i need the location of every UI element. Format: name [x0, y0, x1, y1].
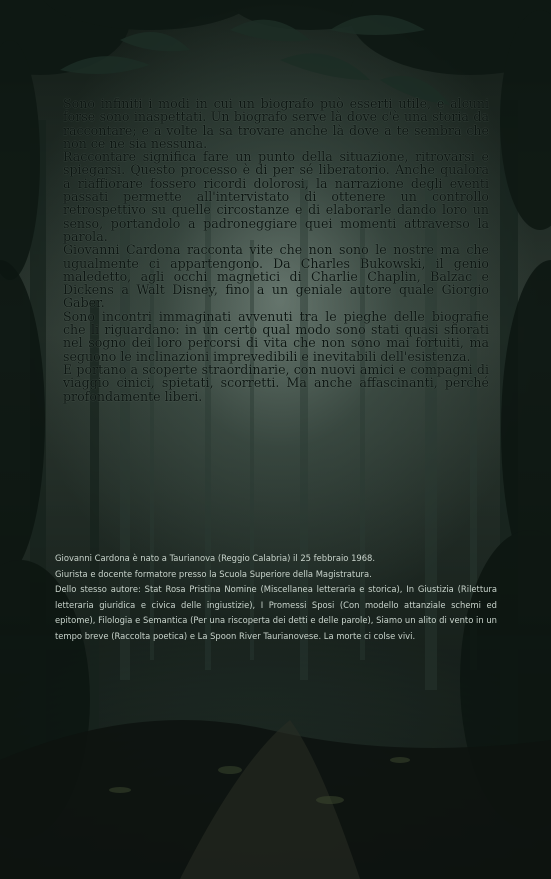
blurb-paragraph: E portano a scoperte straordinarie, con nuovi amici e compagni di viaggio cinici, spietati, scorretti. Ma anche affascinanti, perché profondamente liberi. — [63, 361, 489, 404]
author-other-works: Dello stesso autore: Stat Rosa Pristina Nomine (Miscellanea letteraria e storica), In Giustizia (Rilettura letteraria giuridica e civica delle ingiustizie), I Promessi Sposi (Con modello attanziale schemi ed epitome), Filologia e Semantica (Per una riscoperta dei detti e delle parole), Siamo un alito di vento in un tempo breve (Raccolta poetica) e La Spoon River Taurianovese. La morte ci colse vivi. — [55, 584, 497, 641]
blurb-paragraph: Giovanni Cardona racconta vite che non sono le nostre ma che ugualmente ci appartengono. Da Charles Bukowski, il genio maledetto, agli occhi magnetici di Charlie Chaplin, Balzac e Dickens a Walt Disney, fino a un geniale autore quale Giorgio Gaber. — [63, 242, 489, 311]
back-cover-blurb — [63, 97, 489, 403]
author-bio — [55, 551, 497, 645]
blurb-paragraph: Sono incontri immaginati avvenuti tra le pieghe delle biografie che li riguardano: in un certo qual modo sono stati quasi sfiorati nel sogno dei loro percorsi di vita che non sono mai fortuiti, ma seguono le inclinazioni imprevedibili e inevitabili dell'esistenza. — [63, 308, 489, 364]
blurb-paragraph: Sono infiniti i modi in cui un biografo può esserti utile, e alcuni forse sono inaspettati. Un biografo serve là dove c'è una storia da raccontare; e a volte la sa trovare anche là dove a te sembra che non ce ne sia nessuna. — [63, 96, 489, 151]
author-profession-line: Giurista e docente formatore presso la Scuola Superiore della Magistratura. — [55, 568, 372, 579]
author-birth-line: Giovanni Cardona è nato a Taurianova (Reggio Calabria) il 25 febbraio 1968. — [55, 553, 376, 563]
blurb-paragraph: Raccontare significa fare un punto della situazione, ritrovarsi e spiegarsi. Questo processo è di per sé liberatorio. Anche qualora a riaffiorare fossero ricordi dolorosi, la narrazione degli eventi passati permette all'intervistato di ottenere un controllo retrospettivo su quelle circostanze e di elaborarle dando loro un senso, portandolo a padroneggiare quei momenti attraverso la parola. — [63, 149, 489, 244]
